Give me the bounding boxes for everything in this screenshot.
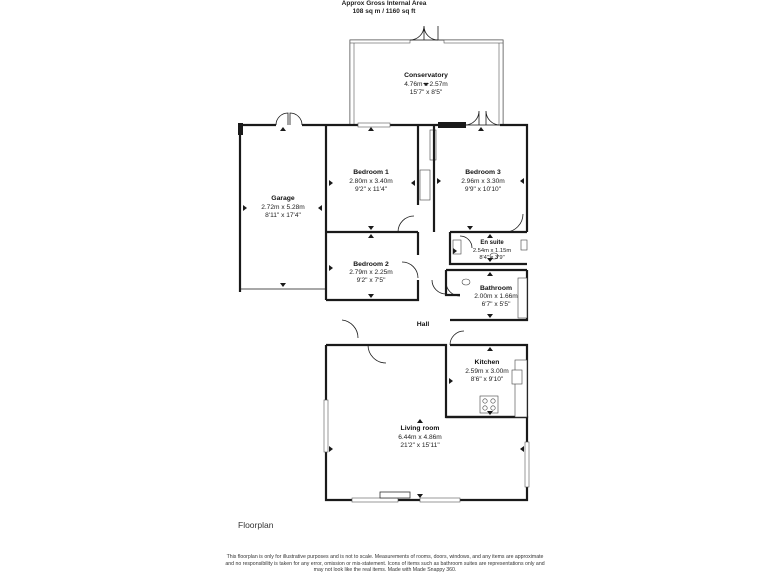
bedroom3-imperial: 9'9" x 10'10" xyxy=(464,186,502,193)
kitchen-sink xyxy=(512,370,522,384)
disclaimer-line-2: and no responsibility is taken for any error, omission or mis-statement. Icons of items such as bathroom suites are representations only and xyxy=(225,560,545,567)
conservatory-metric: 4.76m x 2.57m xyxy=(404,81,448,88)
bedroom1-imperial: 9'2" x 11'4" xyxy=(354,186,388,193)
kitchen-metric: 2.59m x 3.00m xyxy=(465,368,509,375)
hall-name: Hall xyxy=(416,321,430,328)
fireplace xyxy=(380,492,410,498)
ensuite-name: En suite xyxy=(480,240,504,246)
kitchen-door xyxy=(450,331,464,345)
kitchen-name: Kitchen xyxy=(474,359,500,366)
hall-cupboard-door xyxy=(432,280,446,294)
ensuite-metric: 2.54m x 1.15m xyxy=(472,248,512,254)
disclaimer-line-1: This floorplan is only for illustrative purposes and is not to scale. Measurements of rooms, doors, windows, and any items are approximate xyxy=(226,554,544,560)
area-title: Approx Gross Internal Area xyxy=(341,0,427,7)
garage-name: Garage xyxy=(271,195,295,202)
floorplan-caption: Floorplan xyxy=(238,520,274,530)
bathroom-imperial: 6'7" x 5'5" xyxy=(481,301,511,308)
conservatory-name: Conservatory xyxy=(404,72,448,79)
bedroom2-imperial: 9'2" x 7'5" xyxy=(356,277,386,284)
living-metric: 6.44m x 4.86m xyxy=(398,434,442,441)
living-door xyxy=(368,345,386,363)
cupboard xyxy=(420,170,430,200)
bathroom-metric: 2.00m x 1.66m xyxy=(474,293,518,300)
living-imperial: 21'2" x 15'11" xyxy=(400,442,440,449)
bedroom2-metric: 2.79m x 2.25m xyxy=(349,269,393,276)
bathroom-toilet xyxy=(462,279,470,285)
bedroom1-door xyxy=(398,216,414,232)
bathroom-name: Bathroom xyxy=(479,285,513,292)
area-total: 108 sq m / 1160 sq ft xyxy=(352,8,416,15)
hall-area xyxy=(342,280,446,338)
bedroom3-name: Bedroom 3 xyxy=(465,169,501,176)
bedroom3-metric: 2.96m x 3.30m xyxy=(461,178,505,185)
conservatory-french-doors xyxy=(410,26,438,40)
bedroom3-door xyxy=(505,214,523,232)
kitchen-worktop xyxy=(515,360,527,417)
disclaimer xyxy=(190,554,580,574)
kitchen-hob xyxy=(480,396,498,413)
bedroom2-door xyxy=(402,262,418,278)
garage-metric: 2.72m x 5.28m xyxy=(261,204,305,211)
living-name: Living room xyxy=(400,425,440,432)
bedroom2-name: Bedroom 2 xyxy=(353,261,389,268)
disclaimer-line-3: may not look like the real items. Made with Made Snappy 360. xyxy=(313,567,457,574)
conservatory-imperial: 15'7" x 8'5" xyxy=(409,89,443,96)
ensuite-imperial: 8'4" x 3'9" xyxy=(479,255,505,261)
bathroom-bath xyxy=(518,278,527,318)
bedroom1-name: Bedroom 1 xyxy=(353,169,389,176)
ensuite-door xyxy=(460,236,472,248)
ensuite-basin xyxy=(521,240,527,250)
hall-door xyxy=(342,320,358,338)
kitchen-imperial: 8'6" x 9'10" xyxy=(470,376,504,383)
bedroom3-french-doors xyxy=(465,111,500,125)
garage-imperial: 8'11" x 17'4" xyxy=(265,212,301,219)
garage-doors xyxy=(276,113,302,125)
bedroom1-metric: 2.80m x 3.40m xyxy=(349,178,393,185)
